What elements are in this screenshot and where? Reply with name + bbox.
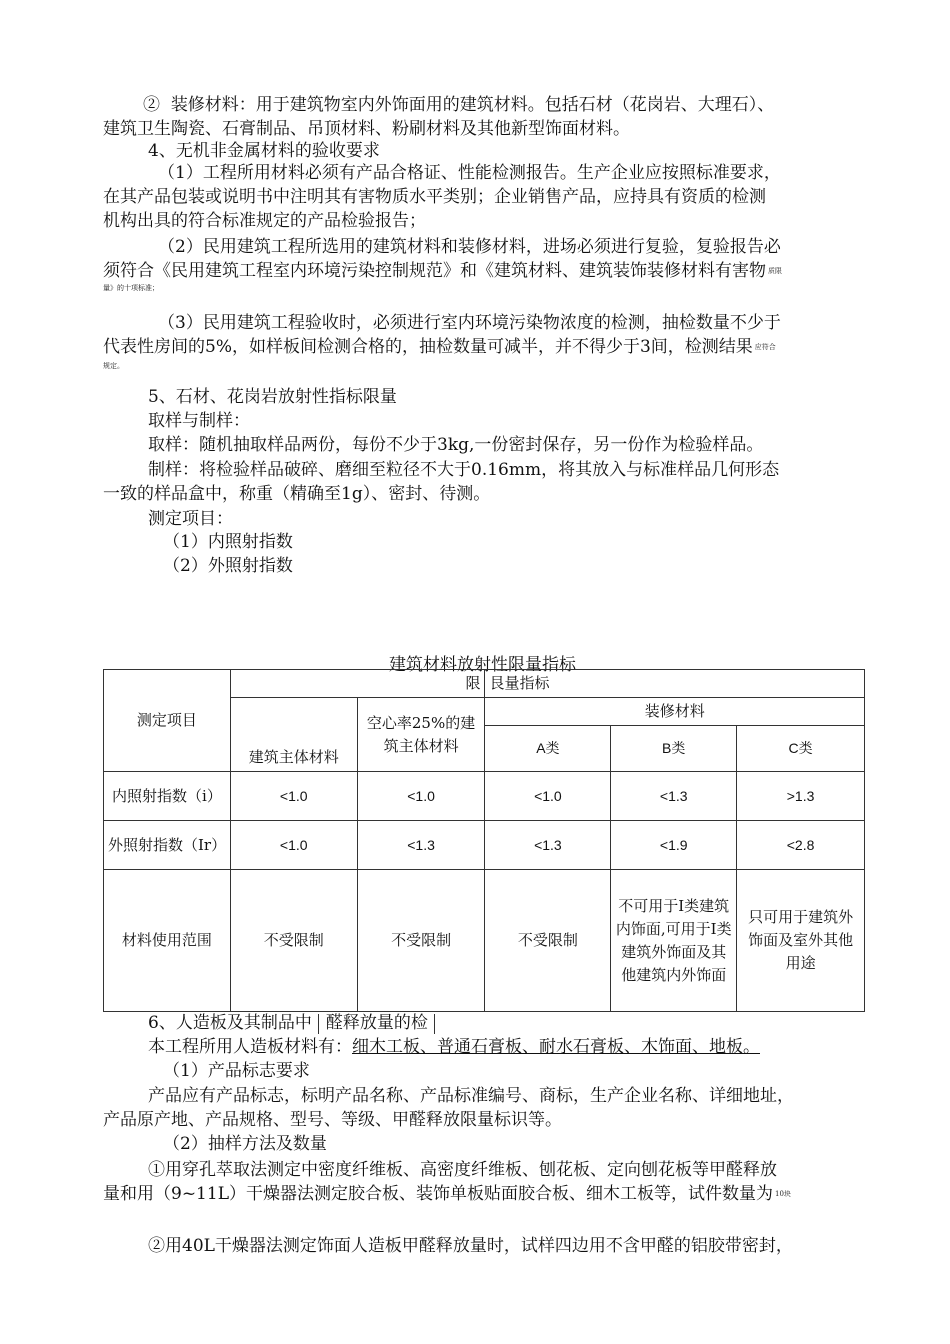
small-text-line: 规定。 bbox=[103, 362, 124, 370]
header-class-a: A类 bbox=[485, 726, 611, 772]
cell-value: <1.9 bbox=[611, 821, 737, 870]
paragraph-line: 产品应有产品标志，标明产品名称、产品标准编号、商标，生产企业名称、详细地址， bbox=[148, 1086, 794, 1106]
paragraph-line: （3）民用建筑工程验收时，必须进行室内环境污染物浓度的检测，抽检数量不少于 bbox=[158, 313, 781, 333]
cell-value: <1.0 bbox=[230, 821, 357, 870]
row-label: 内照射指数（i） bbox=[104, 772, 231, 821]
header-main-material: 建筑主体材料 bbox=[230, 698, 357, 772]
header-hollow-material: 空心率25%的建筑主体材料 bbox=[357, 698, 485, 772]
paragraph-line: 一致的样品盒中，称重（精确至1g）、密封、待测。 bbox=[103, 484, 491, 504]
paragraph-line: 建筑卫生陶瓷、石膏制品、吊顶材料、粉刷材料及其他新型饰面材料。 bbox=[103, 119, 630, 139]
table-row bbox=[104, 772, 865, 821]
table-row bbox=[104, 821, 865, 870]
paragraph-line: ①用穿孔萃取法测定中密度纤维板、高密度纤维板、刨花板、定向刨花板等甲醛释放 bbox=[148, 1160, 777, 1180]
underlined-material-list: 细木工板、普通石膏板、耐水石膏板、木饰面、地板。 bbox=[352, 1037, 760, 1057]
cell-value: 只可用于建筑外饰面及室外其他用途 bbox=[737, 870, 865, 1012]
small-text: 10块 bbox=[774, 1190, 791, 1198]
text-line: 须符合《民用建筑工程室内环境污染控制规范》和《建筑材料、建筑装饰装修材料有害物 bbox=[103, 261, 766, 281]
divider bbox=[434, 1014, 436, 1034]
radioactivity-limit-table bbox=[103, 669, 865, 1012]
paragraph-line: 在其产品包装或说明书中注明其有害物质水平类别；企业销售产品，应持具有资质的检测 bbox=[103, 187, 766, 207]
paragraph-line: 取样：随机抽取样品两份，每份不少于3kg,一份密封保存，另一份作为检验样品。 bbox=[148, 435, 764, 455]
paragraph-line: （1）工程所用材料必须有产品合格证、性能检测报告。生产企业应按照标准要求， bbox=[158, 163, 781, 183]
text-line: 本工程所用人造板材料有： bbox=[148, 1037, 352, 1057]
cell-value: <1.3 bbox=[357, 821, 485, 870]
cell-value: <1.3 bbox=[485, 821, 611, 870]
paragraph-line: 取样与制样： bbox=[148, 411, 250, 431]
paragraph-line bbox=[103, 258, 782, 284]
list-item: （1）内照射指数 bbox=[163, 532, 293, 552]
heading-section-5: 5、石材、花岗岩放射性指标限量 bbox=[148, 387, 397, 407]
header-class-c: C类 bbox=[737, 726, 865, 772]
heading-section-6 bbox=[148, 1013, 442, 1034]
table-title: 建筑材料放射性限量指标 bbox=[389, 655, 576, 675]
cell-value: 不受限制 bbox=[485, 870, 611, 1012]
heading-part: 醛释放量的检 bbox=[325, 1013, 428, 1033]
small-text-line: 量》的十项标准； bbox=[103, 284, 159, 292]
small-text: 应符合 bbox=[754, 343, 776, 351]
paragraph-line bbox=[103, 334, 776, 360]
cell-value: <1.0 bbox=[230, 772, 357, 821]
circled-number: ② bbox=[143, 95, 160, 115]
divider bbox=[318, 1014, 320, 1034]
cell-value: 不可用于Ⅰ类建筑内饰面,可用于Ⅰ类建筑外饰面及其他建筑内外饰面 bbox=[611, 870, 737, 1012]
paragraph-line: ②用40L干燥器法测定饰面人造板甲醛释放量时，试样四边用不含甲醛的铝胶带密封， bbox=[148, 1236, 793, 1256]
header-limit-part-b: 艮量指标 bbox=[485, 670, 865, 698]
paragraph-line bbox=[148, 1034, 760, 1060]
header-decoration-material: 装修材料 bbox=[485, 698, 865, 726]
table-row bbox=[104, 870, 865, 1012]
paragraph-decoration-materials bbox=[143, 92, 774, 118]
heading-section-4: 4、无机非金属材料的验收要求 bbox=[148, 141, 380, 161]
cell-value: <1.0 bbox=[485, 772, 611, 821]
heading-part: 6、人造板及其制品中 bbox=[148, 1013, 312, 1033]
cell-value: >1.3 bbox=[737, 772, 865, 821]
list-item: （2）抽样方法及数量 bbox=[163, 1134, 327, 1154]
cell-value: <1.0 bbox=[357, 772, 485, 821]
paragraph-line: 测定项目： bbox=[148, 509, 233, 529]
list-item: （1）产品标志要求 bbox=[163, 1061, 310, 1081]
text-line: 装修材料：用于建筑物室内外饰面用的建筑材料。包括石材（花岗岩、大理石）、 bbox=[170, 95, 775, 115]
cell-value: <2.8 bbox=[737, 821, 865, 870]
cell-value: 不受限制 bbox=[357, 870, 485, 1012]
row-label: 外照射指数（Ir） bbox=[104, 821, 231, 870]
paragraph-line: 制样：将检验样品破碎、磨细至粒径不大于0.16mm，将其放入与标准样品几何形态 bbox=[148, 460, 780, 480]
paragraph-line: 产品原产地、产品规格、型号、等级、甲醛释放限量标识等。 bbox=[103, 1110, 562, 1130]
cell-value: <1.3 bbox=[611, 772, 737, 821]
header-limit-part-a: 限 bbox=[230, 670, 485, 698]
text-line: 代表性房间的5%，如样板间检测合格的，抽检数量可减半，并不得少于3间，检测结果 bbox=[103, 337, 753, 357]
paragraph-line: （2）民用建筑工程所选用的建筑材料和装修材料，进场必须进行复验，复验报告必 bbox=[158, 237, 781, 257]
row-label: 材料使用范围 bbox=[104, 870, 231, 1012]
list-item: （2）外照射指数 bbox=[163, 556, 293, 576]
text-line: 量和用（9~11L）干燥器法测定胶合板、装饰单板贴面胶合板、细木工板等，试件数量为 bbox=[103, 1184, 773, 1204]
header-class-b: B类 bbox=[611, 726, 737, 772]
header-test-item: 测定项目 bbox=[104, 670, 231, 772]
cell-value: 不受限制 bbox=[230, 870, 357, 1012]
small-text: 质限 bbox=[768, 267, 782, 275]
paragraph-line bbox=[103, 1181, 791, 1207]
paragraph-line: 机构出具的符合标准规定的产品检验报告； bbox=[103, 211, 426, 231]
